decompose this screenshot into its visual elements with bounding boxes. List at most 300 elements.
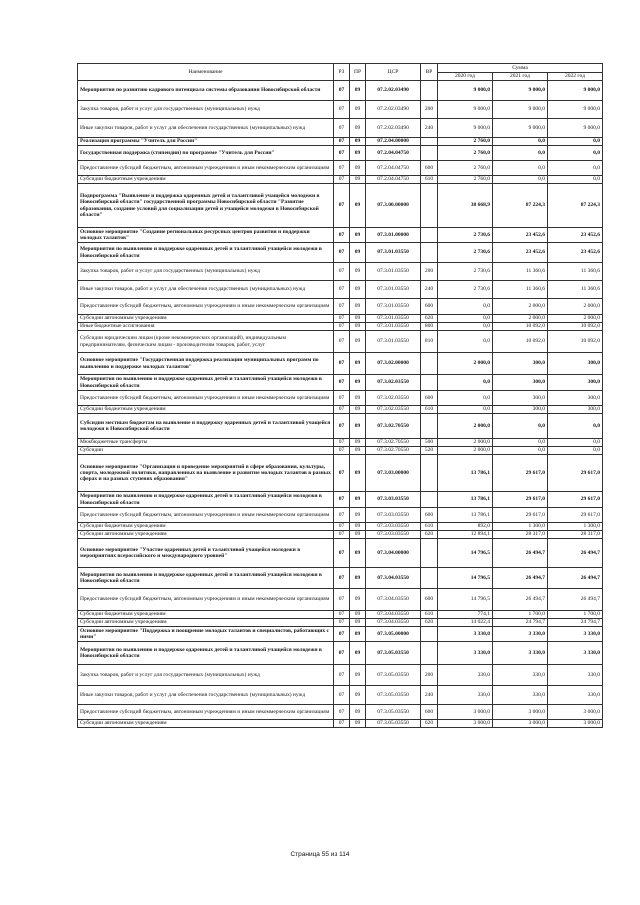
cell-rz: 07 bbox=[334, 176, 350, 184]
cell-vr: 200 bbox=[421, 263, 438, 281]
cell-vr bbox=[421, 81, 438, 101]
col-header-pr: ПР bbox=[350, 64, 366, 81]
cell-csr: 07.3.00.00000 bbox=[366, 184, 421, 228]
cell-2022: 330,0 bbox=[548, 686, 603, 705]
cell-rz: 07 bbox=[334, 146, 350, 161]
cell-rz: 07 bbox=[334, 705, 350, 720]
cell-csr: 07.3.03.03550 bbox=[366, 531, 421, 539]
cell-name: Предоставление субсидий бюджетным, автономным учреждениям и иным некоммерческим организациям bbox=[78, 508, 334, 523]
table-row bbox=[78, 665, 603, 686]
cell-2022: 29 617,0 bbox=[548, 492, 603, 508]
table-row bbox=[78, 243, 603, 263]
cell-vr: 200 bbox=[421, 665, 438, 686]
cell-pr: 09 bbox=[350, 323, 366, 331]
cell-name: Субсидии бюджетным учреждениям bbox=[78, 523, 334, 531]
cell-rz: 07 bbox=[334, 611, 350, 619]
cell-name: Предоставление субсидий бюджетным, автономным учреждениям и иным некоммерческим организациям bbox=[78, 705, 334, 720]
cell-2022: 0,0 bbox=[548, 176, 603, 184]
cell-vr: 520 bbox=[421, 447, 438, 455]
cell-2020: 2 760,0 bbox=[438, 146, 493, 161]
table-row bbox=[78, 176, 603, 184]
table-row bbox=[78, 184, 603, 228]
table-row bbox=[78, 611, 603, 619]
cell-pr: 09 bbox=[350, 568, 366, 589]
cell-rz: 07 bbox=[334, 81, 350, 101]
cell-2020: 9 000,0 bbox=[438, 101, 493, 119]
table-row bbox=[78, 642, 603, 665]
cell-vr bbox=[421, 138, 438, 146]
table-row bbox=[78, 281, 603, 299]
cell-2021: 0,0 bbox=[493, 146, 548, 161]
col-header-2021: 2021 год bbox=[493, 73, 548, 81]
table-row bbox=[78, 619, 603, 627]
cell-2021: 300,0 bbox=[493, 375, 548, 391]
cell-2020: 9 000,0 bbox=[438, 119, 493, 138]
cell-csr: 07.2.02.03490 bbox=[366, 119, 421, 138]
cell-name: Иные закупки товаров, работ и услуг для обеспечения государственных (муниципальных) нужд bbox=[78, 686, 334, 705]
cell-2022: 11 360,6 bbox=[548, 281, 603, 299]
cell-2022: 0,0 bbox=[548, 161, 603, 176]
cell-2022: 26 494,7 bbox=[548, 539, 603, 568]
cell-csr: 07.3.05.00000 bbox=[366, 627, 421, 642]
cell-vr bbox=[421, 539, 438, 568]
cell-name: Закупка товаров, работ и услуг для государственных (муниципальных) нужд bbox=[78, 263, 334, 281]
cell-2021: 24 794,7 bbox=[493, 619, 548, 627]
cell-pr: 09 bbox=[350, 492, 366, 508]
cell-2022: 0,0 bbox=[548, 447, 603, 455]
cell-vr: 620 bbox=[421, 315, 438, 323]
cell-rz: 07 bbox=[334, 119, 350, 138]
cell-2022: 23 452,6 bbox=[548, 243, 603, 263]
cell-vr: 610 bbox=[421, 176, 438, 184]
cell-2022: 9 000,0 bbox=[548, 81, 603, 101]
cell-2021: 9 000,0 bbox=[493, 101, 548, 119]
cell-csr: 07.3.02.00000 bbox=[366, 353, 421, 375]
cell-2022: 300,0 bbox=[548, 406, 603, 414]
cell-name: Иные закупки товаров, работ и услуг для обеспечения государственных (муниципальных) нужд bbox=[78, 119, 334, 138]
cell-name: Иные закупки товаров, работ и услуг для обеспечения государственных (муниципальных) нужд bbox=[78, 281, 334, 299]
cell-2021: 87 224,3 bbox=[493, 184, 548, 228]
cell-2022: 3 330,0 bbox=[548, 627, 603, 642]
table-row bbox=[78, 414, 603, 439]
cell-2020: 0,0 bbox=[438, 406, 493, 414]
cell-vr: 620 bbox=[421, 720, 438, 728]
cell-name: Основное мероприятие "Поддержка и поощрение молодых талантов и специалистов, работающих с ними" bbox=[78, 627, 334, 642]
cell-name: Предоставление субсидий бюджетным, автономным учреждениям и иным некоммерческим организациям bbox=[78, 391, 334, 406]
cell-rz: 07 bbox=[334, 391, 350, 406]
cell-2020: 0,0 bbox=[438, 323, 493, 331]
cell-pr: 09 bbox=[350, 81, 366, 101]
table-body bbox=[78, 81, 603, 728]
cell-name: Субсидии бюджетным учреждениям bbox=[78, 176, 334, 184]
cell-pr: 09 bbox=[350, 391, 366, 406]
cell-2022: 1 300,0 bbox=[548, 523, 603, 531]
cell-2022: 26 494,7 bbox=[548, 568, 603, 589]
cell-pr: 09 bbox=[350, 720, 366, 728]
cell-2020: 2 730,6 bbox=[438, 243, 493, 263]
table-row bbox=[78, 439, 603, 447]
cell-2022: 330,0 bbox=[548, 665, 603, 686]
cell-vr bbox=[421, 455, 438, 492]
cell-name: Подпрограмма "Выявление и поддержка одаренных детей и талантливой учащейся молодежи в Новосибирской области" государственной программы Новосибирской области "Развитие образования, создание условий для социализации детей и учащейся молодежи в Новосибирской области" bbox=[78, 184, 334, 228]
cell-csr: 07.2.04.04750 bbox=[366, 176, 421, 184]
cell-pr: 09 bbox=[350, 414, 366, 439]
cell-pr: 09 bbox=[350, 539, 366, 568]
col-header-2020: 2020 год bbox=[438, 73, 493, 81]
table-row bbox=[78, 568, 603, 589]
cell-2022: 23 452,6 bbox=[548, 228, 603, 243]
cell-rz: 07 bbox=[334, 568, 350, 589]
cell-2020: 2 730,6 bbox=[438, 263, 493, 281]
cell-2021: 300,0 bbox=[493, 353, 548, 375]
cell-2020: 2 000,0 bbox=[438, 353, 493, 375]
cell-2022: 300,0 bbox=[548, 375, 603, 391]
cell-pr: 09 bbox=[350, 531, 366, 539]
cell-rz: 07 bbox=[334, 323, 350, 331]
cell-csr: 07.3.01.03550 bbox=[366, 243, 421, 263]
cell-rz: 07 bbox=[334, 492, 350, 508]
cell-pr: 09 bbox=[350, 101, 366, 119]
cell-2022: 2 000,0 bbox=[548, 299, 603, 315]
cell-vr bbox=[421, 184, 438, 228]
cell-2022: 11 360,6 bbox=[548, 263, 603, 281]
cell-2021: 330,0 bbox=[493, 686, 548, 705]
cell-vr bbox=[421, 243, 438, 263]
cell-pr: 09 bbox=[350, 138, 366, 146]
table-row bbox=[78, 81, 603, 101]
cell-2022: 300,0 bbox=[548, 353, 603, 375]
cell-2021: 0,0 bbox=[493, 414, 548, 439]
cell-csr: 07.2.02.03490 bbox=[366, 81, 421, 101]
table-row bbox=[78, 263, 603, 281]
cell-2022: 29 617,0 bbox=[548, 508, 603, 523]
cell-vr bbox=[421, 228, 438, 243]
cell-pr: 09 bbox=[350, 353, 366, 375]
cell-2021: 300,0 bbox=[493, 391, 548, 406]
cell-rz: 07 bbox=[334, 619, 350, 627]
cell-rz: 07 bbox=[334, 589, 350, 611]
cell-vr: 240 bbox=[421, 281, 438, 299]
col-header-2022: 2022 год bbox=[548, 73, 603, 81]
cell-rz: 07 bbox=[334, 508, 350, 523]
cell-2022: 10 092,0 bbox=[548, 323, 603, 331]
cell-2020: 3 000,0 bbox=[438, 720, 493, 728]
cell-csr: 07.2.04.00000 bbox=[366, 138, 421, 146]
cell-name: Иные бюджетные ассигнования bbox=[78, 323, 334, 331]
cell-rz: 07 bbox=[334, 161, 350, 176]
table-row bbox=[78, 455, 603, 492]
cell-name: Предоставление субсидий бюджетным, автономным учреждениям и иным некоммерческим организациям bbox=[78, 589, 334, 611]
cell-2022: 3 000,0 bbox=[548, 720, 603, 728]
cell-2021: 0,0 bbox=[493, 439, 548, 447]
cell-rz: 07 bbox=[334, 439, 350, 447]
cell-vr bbox=[421, 627, 438, 642]
cell-pr: 09 bbox=[350, 331, 366, 353]
table-row bbox=[78, 406, 603, 414]
budget-table bbox=[77, 63, 603, 728]
cell-2021: 29 617,0 bbox=[493, 508, 548, 523]
cell-pr: 09 bbox=[350, 228, 366, 243]
cell-name: Предоставление субсидий бюджетным, автономным учреждениям и иным некоммерческим организациям bbox=[78, 161, 334, 176]
cell-2021: 300,0 bbox=[493, 406, 548, 414]
cell-2020: 892,0 bbox=[438, 523, 493, 531]
cell-2020: 3 000,0 bbox=[438, 705, 493, 720]
cell-name: Мероприятия по выявлению и поддержке одаренных детей и талантливой учащейся молодежи в Новосибирской области bbox=[78, 243, 334, 263]
cell-csr: 07.3.02.70550 bbox=[366, 447, 421, 455]
cell-vr: 610 bbox=[421, 523, 438, 531]
table-row bbox=[78, 589, 603, 611]
col-header-sum: Сумма bbox=[438, 64, 603, 73]
cell-rz: 07 bbox=[334, 228, 350, 243]
table-row bbox=[78, 391, 603, 406]
table-row bbox=[78, 686, 603, 705]
cell-2020: 38 668,9 bbox=[438, 184, 493, 228]
cell-pr: 09 bbox=[350, 281, 366, 299]
cell-2020: 3 330,0 bbox=[438, 642, 493, 665]
cell-rz: 07 bbox=[334, 353, 350, 375]
cell-name: Субсидии бюджетным учреждениям bbox=[78, 611, 334, 619]
cell-name: Субсидии автономным учреждениям bbox=[78, 315, 334, 323]
cell-2020: 330,0 bbox=[438, 686, 493, 705]
cell-2022: 9 000,0 bbox=[548, 119, 603, 138]
table-row bbox=[78, 508, 603, 523]
cell-2022: 28 317,0 bbox=[548, 531, 603, 539]
table-row bbox=[78, 119, 603, 138]
cell-csr: 07.2.04.04750 bbox=[366, 161, 421, 176]
cell-2022: 3 330,0 bbox=[548, 642, 603, 665]
cell-2022: 1 700,0 bbox=[548, 611, 603, 619]
table-row bbox=[78, 331, 603, 353]
cell-csr: 07.3.05.03550 bbox=[366, 705, 421, 720]
cell-2020: 2 000,0 bbox=[438, 414, 493, 439]
cell-rz: 07 bbox=[334, 184, 350, 228]
cell-csr: 07.3.05.03550 bbox=[366, 642, 421, 665]
cell-vr: 620 bbox=[421, 531, 438, 539]
cell-vr: 600 bbox=[421, 589, 438, 611]
cell-rz: 07 bbox=[334, 263, 350, 281]
col-header-csr: ЦСР bbox=[366, 64, 421, 81]
col-header-rz: РЗ bbox=[334, 64, 350, 81]
cell-csr: 07.3.02.70550 bbox=[366, 439, 421, 447]
cell-name: Основное мероприятие "Организация и проведение мероприятий в сфере образования, культуры, спорта, молодежной политики, направленных на выявление и развитие молодых талантов в разных сферах и на разных ступенях образования" bbox=[78, 455, 334, 492]
cell-csr: 07.3.02.03550 bbox=[366, 406, 421, 414]
cell-2021: 9 000,0 bbox=[493, 119, 548, 138]
cell-2020: 0,0 bbox=[438, 331, 493, 353]
table-row bbox=[78, 720, 603, 728]
cell-csr: 07.3.04.00000 bbox=[366, 539, 421, 568]
table-row bbox=[78, 138, 603, 146]
cell-pr: 09 bbox=[350, 619, 366, 627]
cell-vr: 600 bbox=[421, 508, 438, 523]
cell-vr bbox=[421, 414, 438, 439]
table-row bbox=[78, 228, 603, 243]
cell-2021: 29 617,0 bbox=[493, 455, 548, 492]
table-row bbox=[78, 146, 603, 161]
cell-name: Предоставление субсидий бюджетным, автономным учреждениям и иным некоммерческим организациям bbox=[78, 299, 334, 315]
cell-pr: 09 bbox=[350, 589, 366, 611]
cell-2022: 0,0 bbox=[548, 439, 603, 447]
cell-pr: 09 bbox=[350, 523, 366, 531]
table-row bbox=[78, 315, 603, 323]
table-row bbox=[78, 299, 603, 315]
cell-name: Мероприятия по выявлению и поддержке одаренных детей и талантливой учащейся молодежи в Новосибирской области bbox=[78, 642, 334, 665]
cell-name: Реализация программы "Учитель для России" bbox=[78, 138, 334, 146]
cell-2022: 0,0 bbox=[548, 414, 603, 439]
cell-2021: 0,0 bbox=[493, 161, 548, 176]
cell-2020: 2 760,0 bbox=[438, 138, 493, 146]
page-number: Страница 55 из 114 bbox=[290, 851, 350, 858]
cell-csr: 07.2.04.04750 bbox=[366, 146, 421, 161]
cell-2020: 3 330,0 bbox=[438, 627, 493, 642]
cell-2021: 26 494,7 bbox=[493, 589, 548, 611]
cell-2022: 9 000,0 bbox=[548, 101, 603, 119]
cell-2021: 1 700,0 bbox=[493, 611, 548, 619]
cell-2022: 2 000,0 bbox=[548, 315, 603, 323]
cell-name: Закупка товаров, работ и услуг для государственных (муниципальных) нужд bbox=[78, 101, 334, 119]
cell-2021: 3 000,0 bbox=[493, 705, 548, 720]
cell-2020: 2 760,0 bbox=[438, 176, 493, 184]
cell-2022: 26 494,7 bbox=[548, 589, 603, 611]
cell-name: Основное мероприятие "Создание региональных ресурсных центров развития и поддержки молодых талантов" bbox=[78, 228, 334, 243]
cell-csr: 07.3.05.03550 bbox=[366, 686, 421, 705]
cell-rz: 07 bbox=[334, 447, 350, 455]
budget-sheet bbox=[77, 63, 602, 728]
cell-2022: 3 000,0 bbox=[548, 705, 603, 720]
cell-vr bbox=[421, 492, 438, 508]
cell-2020: 2 000,0 bbox=[438, 439, 493, 447]
cell-2020: 2 000,0 bbox=[438, 447, 493, 455]
cell-csr: 07.3.01.03550 bbox=[366, 263, 421, 281]
cell-pr: 09 bbox=[350, 508, 366, 523]
cell-name: Межбюджетные трансферты bbox=[78, 439, 334, 447]
cell-2021: 9 000,0 bbox=[493, 81, 548, 101]
cell-csr: 07.3.03.03550 bbox=[366, 492, 421, 508]
cell-2021: 2 000,0 bbox=[493, 315, 548, 323]
cell-pr: 09 bbox=[350, 627, 366, 642]
cell-pr: 09 bbox=[350, 176, 366, 184]
cell-csr: 07.3.03.03550 bbox=[366, 523, 421, 531]
cell-name: Основное мероприятие "Участие одаренных детей и талантливой учащейся молодежи в мероприятиях всероссийского и международного уровней" bbox=[78, 539, 334, 568]
cell-2021: 29 617,0 bbox=[493, 492, 548, 508]
cell-vr: 810 bbox=[421, 331, 438, 353]
cell-csr: 07.3.03.00000 bbox=[366, 455, 421, 492]
table-row bbox=[78, 705, 603, 720]
cell-2020: 0,0 bbox=[438, 375, 493, 391]
table-row bbox=[78, 161, 603, 176]
cell-rz: 07 bbox=[334, 665, 350, 686]
cell-rz: 07 bbox=[334, 375, 350, 391]
cell-2022: 24 794,7 bbox=[548, 619, 603, 627]
cell-2022: 300,0 bbox=[548, 391, 603, 406]
cell-2020: 13 786,1 bbox=[438, 455, 493, 492]
cell-2022: 0,0 bbox=[548, 138, 603, 146]
cell-2020: 0,0 bbox=[438, 315, 493, 323]
cell-2022: 10 092,0 bbox=[548, 331, 603, 353]
cell-csr: 07.3.01.03550 bbox=[366, 299, 421, 315]
cell-vr: 600 bbox=[421, 299, 438, 315]
table-row bbox=[78, 323, 603, 331]
cell-2021: 26 494,7 bbox=[493, 539, 548, 568]
table-row bbox=[78, 492, 603, 508]
cell-pr: 09 bbox=[350, 705, 366, 720]
cell-vr: 600 bbox=[421, 705, 438, 720]
cell-2020: 12 894,1 bbox=[438, 531, 493, 539]
cell-2020: 14 796,5 bbox=[438, 539, 493, 568]
cell-2020: 0,0 bbox=[438, 391, 493, 406]
cell-2022: 29 617,0 bbox=[548, 455, 603, 492]
col-header-name: Наименование bbox=[78, 64, 334, 81]
cell-rz: 07 bbox=[334, 414, 350, 439]
cell-pr: 09 bbox=[350, 375, 366, 391]
cell-pr: 09 bbox=[350, 315, 366, 323]
cell-2021: 28 317,0 bbox=[493, 531, 548, 539]
cell-name: Закупка товаров, работ и услуг для государственных (муниципальных) нужд bbox=[78, 665, 334, 686]
cell-rz: 07 bbox=[334, 523, 350, 531]
cell-2020: 13 786,1 bbox=[438, 492, 493, 508]
cell-name: Основное мероприятие "Государственная поддержка реализации муниципальных программ по выявлению и поддержке молодых талантов" bbox=[78, 353, 334, 375]
cell-name: Субсидии автономным учреждениям bbox=[78, 720, 334, 728]
cell-vr bbox=[421, 568, 438, 589]
cell-2020: 9 000,0 bbox=[438, 81, 493, 101]
cell-2020: 330,0 bbox=[438, 665, 493, 686]
cell-csr: 07.3.04.03550 bbox=[366, 611, 421, 619]
cell-csr: 07.3.01.00000 bbox=[366, 228, 421, 243]
cell-rz: 07 bbox=[334, 720, 350, 728]
cell-rz: 07 bbox=[334, 642, 350, 665]
cell-name: Мероприятия по выявлению и поддержке одаренных детей и талантливой учащейся молодежи в Новосибирской области bbox=[78, 568, 334, 589]
cell-pr: 09 bbox=[350, 146, 366, 161]
cell-vr bbox=[421, 642, 438, 665]
cell-name: Мероприятия по выявлению и поддержке одаренных детей и талантливой учащейся молодежи в Новосибирской области bbox=[78, 492, 334, 508]
cell-name: Государственная поддержка (стипендии) по программе "Учитель для России" bbox=[78, 146, 334, 161]
cell-csr: 07.3.02.03550 bbox=[366, 375, 421, 391]
cell-pr: 09 bbox=[350, 455, 366, 492]
cell-2022: 0,0 bbox=[548, 146, 603, 161]
cell-pr: 09 bbox=[350, 686, 366, 705]
cell-pr: 09 bbox=[350, 299, 366, 315]
cell-rz: 07 bbox=[334, 455, 350, 492]
cell-rz: 07 bbox=[334, 101, 350, 119]
cell-2020: 2 760,0 bbox=[438, 161, 493, 176]
cell-vr: 500 bbox=[421, 439, 438, 447]
cell-2021: 0,0 bbox=[493, 138, 548, 146]
cell-rz: 07 bbox=[334, 406, 350, 414]
cell-vr: 610 bbox=[421, 406, 438, 414]
cell-2021: 11 360,6 bbox=[493, 281, 548, 299]
cell-2020: 0,0 bbox=[438, 299, 493, 315]
cell-csr: 07.3.03.03550 bbox=[366, 508, 421, 523]
cell-2021: 0,0 bbox=[493, 447, 548, 455]
cell-2021: 10 092,0 bbox=[493, 331, 548, 353]
cell-name: Субсидии автономным учреждениям bbox=[78, 619, 334, 627]
cell-2020: 14 022,4 bbox=[438, 619, 493, 627]
cell-csr: 07.3.01.03550 bbox=[366, 315, 421, 323]
cell-csr: 07.3.01.03550 bbox=[366, 323, 421, 331]
cell-vr bbox=[421, 146, 438, 161]
cell-csr: 07.2.02.03490 bbox=[366, 101, 421, 119]
cell-vr: 600 bbox=[421, 391, 438, 406]
cell-csr: 07.3.02.03550 bbox=[366, 391, 421, 406]
cell-csr: 07.3.05.03550 bbox=[366, 665, 421, 686]
cell-rz: 07 bbox=[334, 627, 350, 642]
cell-name: Мероприятия по развитию кадрового потенциала системы образования Новосибирской области bbox=[78, 81, 334, 101]
cell-vr: 240 bbox=[421, 686, 438, 705]
table-row bbox=[78, 523, 603, 531]
cell-vr: 620 bbox=[421, 619, 438, 627]
cell-csr: 07.3.01.03550 bbox=[366, 331, 421, 353]
cell-pr: 09 bbox=[350, 439, 366, 447]
cell-vr: 800 bbox=[421, 323, 438, 331]
